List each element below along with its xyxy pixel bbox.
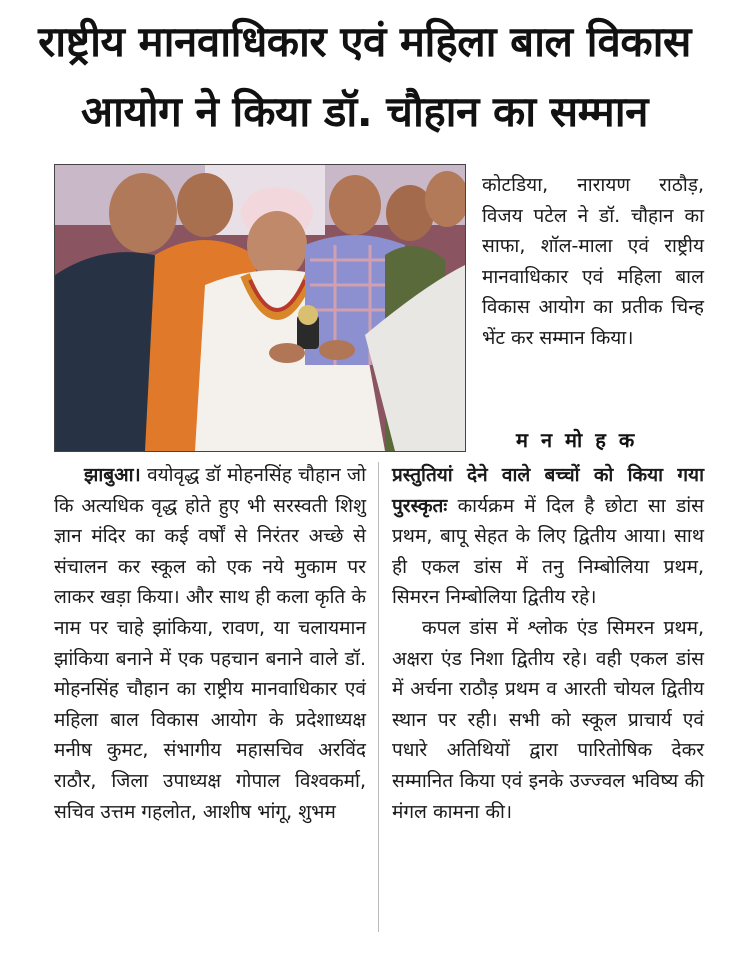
photo-icon — [55, 165, 465, 451]
column-divider — [378, 462, 379, 932]
left-column-paragraph — [54, 460, 366, 827]
left-column-text: वयोवृद्ध डॉ मोहनसिंह चौहान जो कि अत्यधिक वृद्ध होते हुए भी सरस्वती शिशु ज्ञान मंदिर का कई वर्षों से निरंतर अच्छे से संचालन कर स्कूल को एक नये मुकाम पर लाकर खड़ा किया। और साथ ही कला कृति के नाम पर चाहे झांकिया, रावण, या चलायमान झांकिया बनाने में एक पहचान बनाने वाले डॉ. मोहनसिंह चौहान का राष्ट्रीय मानवाधिकार एवं महिला बाल विकास आयोग के प्रदेशाध्यक्ष मनीष कुमट, संभागीय महासचिव अरविंद राठौर, जिला उपाध्यक्ष गोपाल विश्वकर्मा, सचिव उत्तम गहलोत, आशीष भांगू, शुभम — [54, 464, 366, 823]
subheading-spaced: मनमोहक — [516, 428, 648, 452]
dateline: झाबुआ। — [84, 464, 141, 486]
news-photo — [54, 164, 466, 452]
right-column-para2-text: कपल डांस में श्लोक एंड सिमरन प्रथम, अक्षरा एंड निशा द्वितीय रहे। वही एकल डांस में अर्चना राठौड़ प्रथम व आरती चोयल द्वितीय स्थान पर रही। सभी को स्कूल प्राचार्य एवं पधारे अतिथियों द्वारा पारितोषिक देकर सम्मानित किया एवं इनके उज्ज्वल भविष्य की मंगल कामना की। — [392, 616, 704, 823]
right-top-column — [482, 170, 704, 354]
right-top-text: कोटडिया, नारायण राठौड़, विजय पटेल ने डॉ. चौहान का साफा, शॉल-माला एवं राष्ट्रीय मानवाधिकार एवं महिला बाल विकास आयोग का प्रतीक चिन्ह भेंट कर सम्मान किया। — [482, 174, 704, 349]
headline-line-2: आयोग ने किया डॉ. चौहान का सम्मान — [81, 87, 648, 136]
right-column-para1 — [392, 460, 704, 613]
right-column-para2 — [392, 613, 704, 827]
headline-line-1: राष्ट्रीय मानवाधिकार एवं महिला बाल विकास — [38, 17, 691, 66]
subheading-continuation: कार्यक्रम में दिल है छोटा सा डांस प्रथम, बापू सेहत के लिए द्वितीय आया। साथ ही एकल डांस में तनु निम्बोलिया प्रथम, सिमरन निम्बोलिया द्वितीय रहे। — [392, 494, 704, 609]
right-column — [392, 460, 704, 827]
left-column — [54, 460, 366, 827]
subheading-bold: प्रस्तुतियां देने वाले बच्चों को किया गया पुरस्कृतः — [392, 464, 704, 517]
